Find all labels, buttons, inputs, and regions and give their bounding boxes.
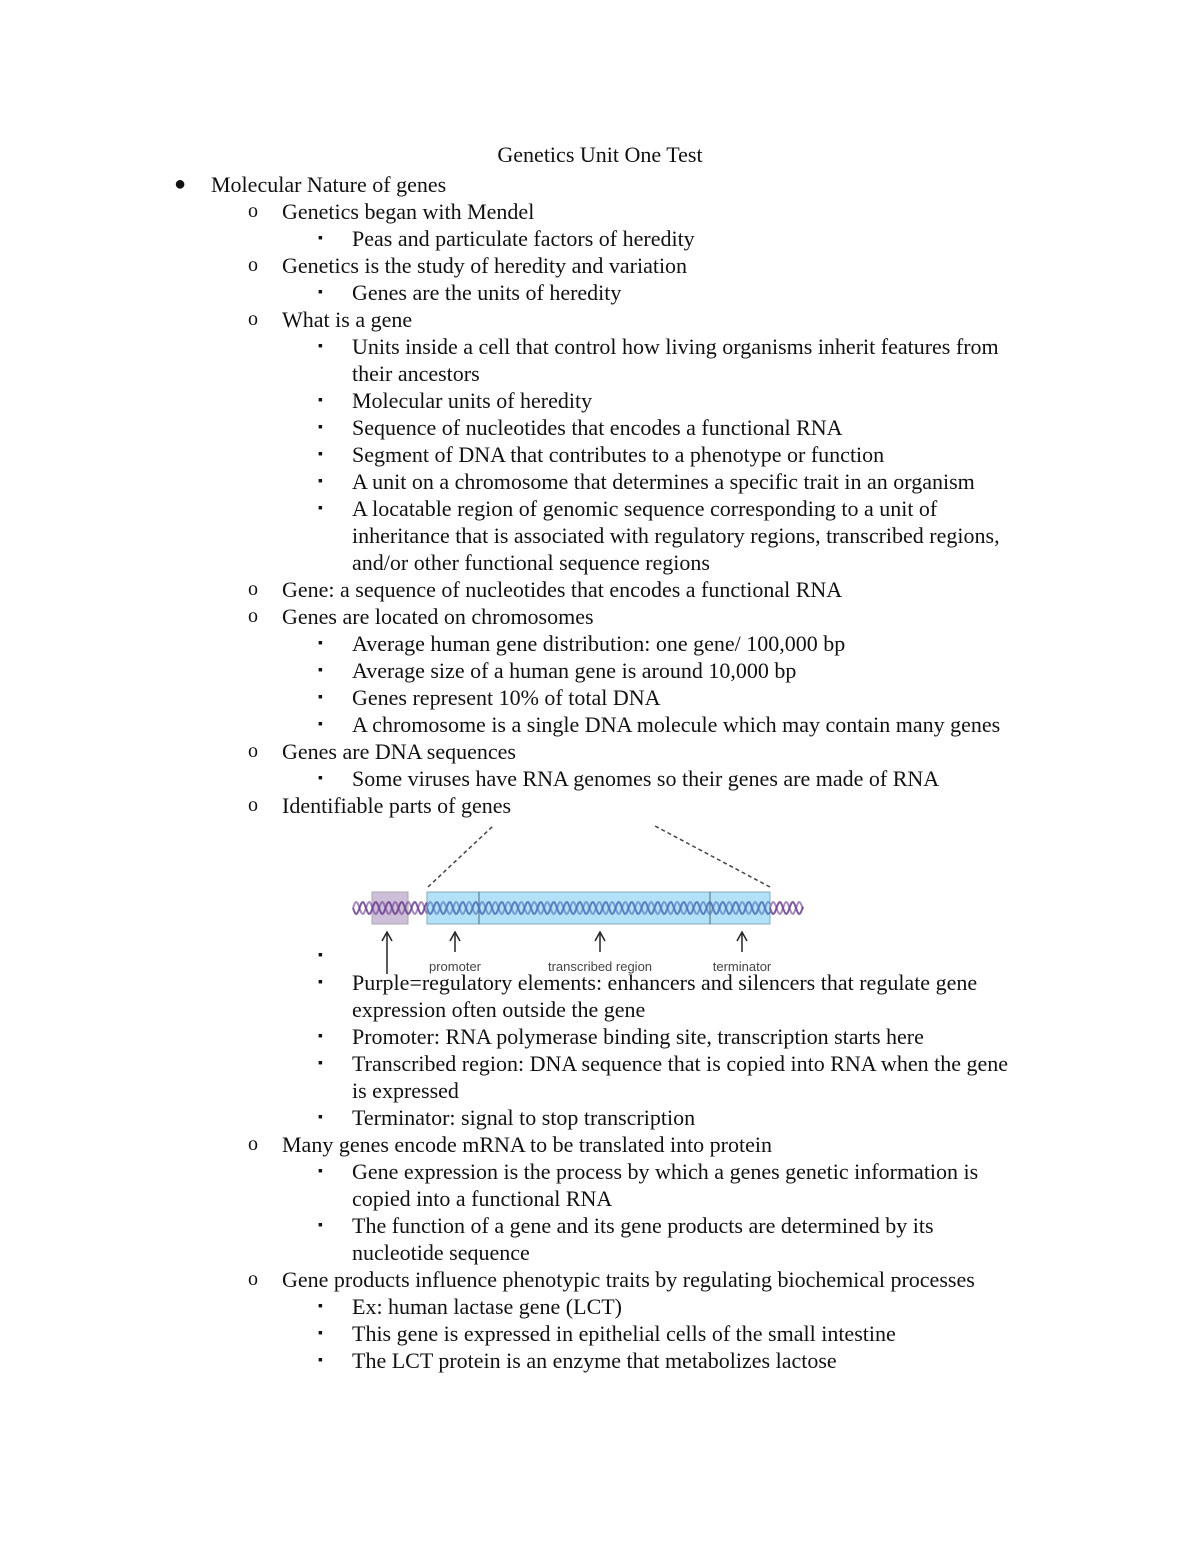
bullet-marker: ▪: [318, 420, 323, 435]
regulatory-element-box: [372, 892, 408, 924]
list-item-text: Average size of a human gene is around 10,000 bp: [352, 658, 797, 683]
list-item-text: Molecular units of heredity: [352, 388, 593, 413]
bullet-marker: ▪: [318, 339, 323, 354]
list-item: [0, 1104, 1200, 1131]
list-item: [0, 1293, 1200, 1320]
list-item: [0, 171, 1200, 198]
list-item-text: Transcribed region: DNA sequence that is copied into RNA when the gene: [352, 1051, 1008, 1076]
list-item-continuation: [0, 1239, 1200, 1266]
list-item-text: Sequence of nucleotides that encodes a functional RNA: [352, 415, 843, 440]
bullet-marker: ▪: [318, 948, 323, 963]
bullet-marker: ▪: [318, 1353, 323, 1368]
label-promoter: promoter: [428, 959, 482, 974]
list-item-text: nucleotide sequence: [352, 1240, 530, 1265]
arrow-terminator: [737, 932, 747, 952]
list-item-text: Many genes encode mRNA to be translated into protein: [282, 1132, 772, 1157]
list-item: [0, 1347, 1200, 1374]
bullet-marker: o: [248, 578, 258, 600]
list-item-continuation: [0, 1077, 1200, 1104]
list-item-text: A unit on a chromosome that determines a specific trait in an organism: [352, 469, 975, 494]
label-transcribed-region: transcribed region: [547, 959, 653, 974]
list-item-text: Molecular Nature of genes: [211, 172, 447, 197]
bullet-marker: ▪: [318, 663, 323, 678]
list-item-text: Genes are the units of heredity: [352, 280, 622, 305]
bullet-marker: ●: [174, 173, 187, 195]
list-item: [0, 252, 1200, 279]
list-item-text: Terminator: signal to stop transcription: [352, 1105, 696, 1130]
arrow-promoter: [450, 932, 460, 952]
bullet-marker: ▪: [318, 474, 323, 489]
list-item-text: Gene expression is the process by which a genes genetic information is: [352, 1159, 979, 1184]
list-item: [0, 414, 1200, 441]
list-item: [0, 387, 1200, 414]
list-item-text: Genetics is the study of heredity and variation: [282, 253, 688, 278]
bullet-marker: ▪: [318, 1110, 323, 1125]
list-item: [0, 711, 1200, 738]
bullet-marker: o: [248, 254, 258, 276]
bullet-marker: ▪: [318, 690, 323, 705]
list-item-text: What is a gene: [282, 307, 413, 332]
list-item-text: A chromosome is a single DNA molecule which may contain many genes: [352, 712, 1001, 737]
list-item-text: Genes represent 10% of total DNA: [352, 685, 661, 710]
gene-diagram-item: [0, 819, 1200, 974]
bullet-marker: ▪: [318, 1218, 323, 1233]
list-item-text: Ex: human lactase gene (LCT): [352, 1294, 623, 1319]
list-item-text: Genes are located on chromosomes: [282, 604, 594, 629]
list-item-continuation: [0, 549, 1200, 576]
bullet-marker: ▪: [318, 393, 323, 408]
list-item-text: their ancestors: [352, 361, 480, 386]
list-item: [0, 306, 1200, 333]
list-item-text: is expressed: [352, 1078, 459, 1103]
list-item-continuation: [0, 1185, 1200, 1212]
list-item-continuation: [0, 996, 1200, 1023]
outline-list: [0, 171, 1200, 1374]
list-item-text: Promoter: RNA polymerase binding site, transcription starts here: [352, 1024, 924, 1049]
gene-structure-diagram: [345, 824, 815, 974]
bullet-marker: ▪: [318, 975, 323, 990]
list-item: [0, 576, 1200, 603]
list-item-text: Genes are DNA sequences: [282, 739, 516, 764]
list-item: [0, 1212, 1200, 1239]
bullet-marker: ▪: [318, 1056, 323, 1071]
list-item-text: Average human gene distribution: one gene/ 100,000 bp: [352, 631, 846, 656]
bullet-marker: o: [248, 200, 258, 222]
list-item: [0, 603, 1200, 630]
list-item: [0, 225, 1200, 252]
list-item-text: Peas and particulate factors of heredity: [352, 226, 695, 251]
arrow-transcribed: [595, 932, 605, 952]
list-item-text: copied into a functional RNA: [352, 1186, 613, 1211]
list-item-text: Identifiable parts of genes: [282, 793, 512, 818]
bullet-marker: ▪: [318, 1326, 323, 1341]
bullet-marker: ▪: [318, 501, 323, 516]
bullet-marker: o: [248, 308, 258, 330]
list-item: [0, 1023, 1200, 1050]
list-item: [0, 657, 1200, 684]
list-item-continuation: [0, 360, 1200, 387]
list-item: [0, 738, 1200, 765]
bullet-marker: ▪: [318, 771, 323, 786]
list-item: [0, 1320, 1200, 1347]
bullet-marker: o: [248, 605, 258, 627]
list-item: [0, 495, 1200, 522]
list-item: [0, 198, 1200, 225]
bullet-marker: o: [248, 740, 258, 762]
list-item: [0, 684, 1200, 711]
list-item-text: A locatable region of genomic sequence corresponding to a unit of: [352, 496, 938, 521]
list-item-continuation: [0, 522, 1200, 549]
list-item: [0, 279, 1200, 306]
list-item: [0, 333, 1200, 360]
bullet-marker: ▪: [318, 1299, 323, 1314]
list-item-text: expression often outside the gene: [352, 997, 646, 1022]
list-item: [0, 441, 1200, 468]
zoom-guide-right: [655, 826, 770, 887]
bullet-marker: o: [248, 794, 258, 816]
list-item-text: Purple=regulatory elements: enhancers and silencers that regulate gene: [352, 970, 978, 995]
list-item: [0, 969, 1200, 996]
list-item-text: inheritance that is associated with regulatory regions, transcribed regions,: [352, 523, 1000, 548]
bullet-marker: ▪: [318, 231, 323, 246]
list-item-text: The LCT protein is an enzyme that metabolizes lactose: [352, 1348, 837, 1373]
list-item-text: The function of a gene and its gene products are determined by its: [352, 1213, 934, 1238]
arrow-regulatory: [382, 932, 392, 974]
bullet-marker: ▪: [318, 717, 323, 732]
list-item-text: and/or other functional sequence regions: [352, 550, 710, 575]
list-item: [0, 1158, 1200, 1185]
list-item: [0, 765, 1200, 792]
list-item-text: Gene: a sequence of nucleotides that encodes a functional RNA: [282, 577, 843, 602]
bullet-marker: ▪: [318, 1029, 323, 1044]
list-item-text: Segment of DNA that contributes to a phenotype or function: [352, 442, 885, 467]
bullet-marker: ▪: [318, 447, 323, 462]
list-item-text: Some viruses have RNA genomes so their genes are made of RNA: [352, 766, 940, 791]
list-item-text: Gene products influence phenotypic traits by regulating biochemical processes: [282, 1267, 975, 1292]
list-item-text: Units inside a cell that control how living organisms inherit features from: [352, 334, 999, 359]
list-item-text: This gene is expressed in epithelial cells of the small intestine: [352, 1321, 896, 1346]
bullet-marker: ▪: [318, 1164, 323, 1179]
zoom-guide-left: [428, 826, 493, 887]
list-item: [0, 1266, 1200, 1293]
list-item-text: Genetics began with Mendel: [282, 199, 535, 224]
bullet-marker: o: [248, 1268, 258, 1290]
list-item: [0, 792, 1200, 819]
list-item: [0, 468, 1200, 495]
list-item: [0, 1131, 1200, 1158]
bullet-marker: ▪: [318, 285, 323, 300]
list-item: [0, 630, 1200, 657]
label-terminator: terminator: [712, 959, 772, 974]
document-title: Genetics Unit One Test: [497, 142, 703, 167]
bullet-marker: o: [248, 1133, 258, 1155]
list-item: [0, 1050, 1200, 1077]
bullet-marker: ▪: [318, 636, 323, 651]
